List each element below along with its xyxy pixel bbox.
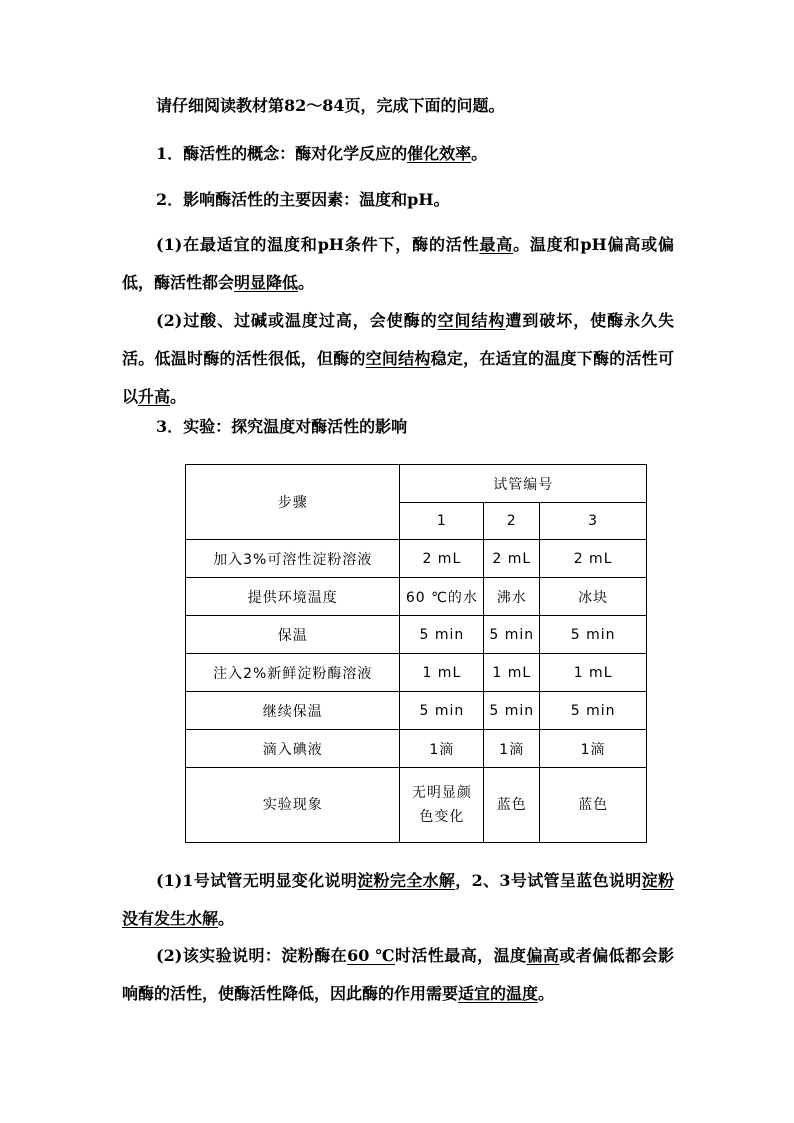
conclusion-1: [122, 862, 674, 938]
value-cell: 5 min: [400, 616, 484, 654]
value-cell: 2 mL: [400, 540, 484, 578]
value-cell: 蓝色: [540, 768, 647, 843]
p21-c: 。: [298, 273, 315, 292]
p21-b: 。温度和pH偏高或偏低，酶活性都会: [122, 235, 674, 292]
table-row: [186, 654, 647, 692]
value-cell: 1滴: [400, 730, 484, 768]
table-row: [186, 692, 647, 730]
c2-b: 时活性最高，温度: [394, 946, 527, 965]
item-1-answer: 催化效率: [407, 144, 472, 163]
c2-answer-1: 60 ℃: [347, 946, 395, 965]
result-line-2: 色变化: [419, 809, 465, 825]
value-cell: 2 mL: [540, 540, 647, 578]
value-cell: 蓝色: [484, 768, 540, 843]
p22-b: 遭到破坏，使酶永久失活。低温时酶的活性很低，但酶的: [122, 311, 674, 368]
step-cell: 实验现象: [186, 768, 400, 843]
paragraph-2-2: [122, 302, 674, 416]
step-cell: 加入3%可溶性淀粉溶液: [186, 540, 400, 578]
value-cell: 5 min: [400, 692, 484, 730]
table-row: [186, 616, 647, 654]
result-line-1: 无明显颜: [411, 785, 472, 801]
c2-d: 。: [538, 984, 555, 1003]
table-row: [186, 540, 647, 578]
p21-answer-2: 明显降低: [234, 273, 299, 292]
experiment-table: [185, 464, 647, 843]
c2-answer-3: 适宜的温度: [458, 984, 539, 1003]
c1-answer-1: 淀粉完全水解: [357, 871, 456, 890]
c2-answer-2: 偏高: [526, 946, 560, 965]
tube-header: 试管编号: [400, 465, 647, 503]
c1-answer-2: 淀粉没有发生水解: [122, 871, 674, 928]
table-row: [186, 730, 647, 768]
value-cell: 5 min: [484, 616, 540, 654]
tube-number: 1: [400, 503, 484, 540]
p22-answer-1: 空间结构: [437, 311, 506, 330]
value-cell: 5 min: [484, 692, 540, 730]
item-1: [122, 135, 674, 173]
table-row: [186, 768, 647, 843]
p21-a: (1)在最适宜的温度和pH条件下，酶的活性: [156, 235, 480, 254]
table-header-row: [186, 465, 647, 503]
value-cell: 5 min: [540, 692, 647, 730]
item-1-prefix: 1．酶活性的概念：酶对化学反应的: [156, 144, 408, 163]
value-cell: 1滴: [484, 730, 540, 768]
paragraph-2-1: [122, 226, 674, 302]
step-cell: 滴入碘液: [186, 730, 400, 768]
p22-answer-3: 升高: [138, 387, 171, 406]
p21-answer-1: 最高: [479, 235, 514, 254]
item-1-suffix: 。: [471, 144, 488, 163]
p22-c: 稳定，在适宜的温度下酶的活性可以: [122, 349, 674, 406]
c1-c: 。: [218, 909, 235, 928]
step-cell: 继续保温: [186, 692, 400, 730]
p22-answer-2: 空间结构: [365, 349, 431, 368]
step-cell: 保温: [186, 616, 400, 654]
value-cell: 60 ℃的水: [400, 578, 484, 616]
item-2: 2．影响酶活性的主要因素：温度和pH。: [156, 190, 450, 209]
item-3: 3．实验：探究温度对酶活性的影响: [156, 417, 408, 436]
intro-text: 请仔细阅读教材第82～84页，完成下面的问题。: [156, 96, 505, 115]
table-row: [186, 578, 647, 616]
value-cell: 2 mL: [484, 540, 540, 578]
value-cell: [400, 768, 484, 843]
step-cell: 提供环境温度: [186, 578, 400, 616]
value-cell: 1 mL: [540, 654, 647, 692]
value-cell: 1滴: [540, 730, 647, 768]
c1-a: (1)1号试管无明显变化说明: [156, 871, 358, 890]
value-cell: 1 mL: [484, 654, 540, 692]
value-cell: 1 mL: [400, 654, 484, 692]
p22-d: 。: [170, 387, 187, 406]
p22-a: (2)过酸、过碱或温度过高，会使酶的: [156, 311, 438, 330]
value-cell: 沸水: [484, 578, 540, 616]
step-cell: 注入2%新鲜淀粉酶溶液: [186, 654, 400, 692]
tube-number: 2: [484, 503, 540, 540]
step-header: 步骤: [186, 465, 400, 540]
value-cell: 5 min: [540, 616, 647, 654]
value-cell: 冰块: [540, 578, 647, 616]
c1-b: ，2、3号试管呈蓝色说明: [455, 871, 642, 890]
tube-number: 3: [540, 503, 647, 540]
conclusion-2: [122, 937, 674, 1013]
c2-c: 或者偏低都会影响酶的活性，使酶活性降低，因此酶的作用需要: [122, 946, 674, 1003]
c2-a: (2)该实验说明：淀粉酶在: [156, 946, 348, 965]
